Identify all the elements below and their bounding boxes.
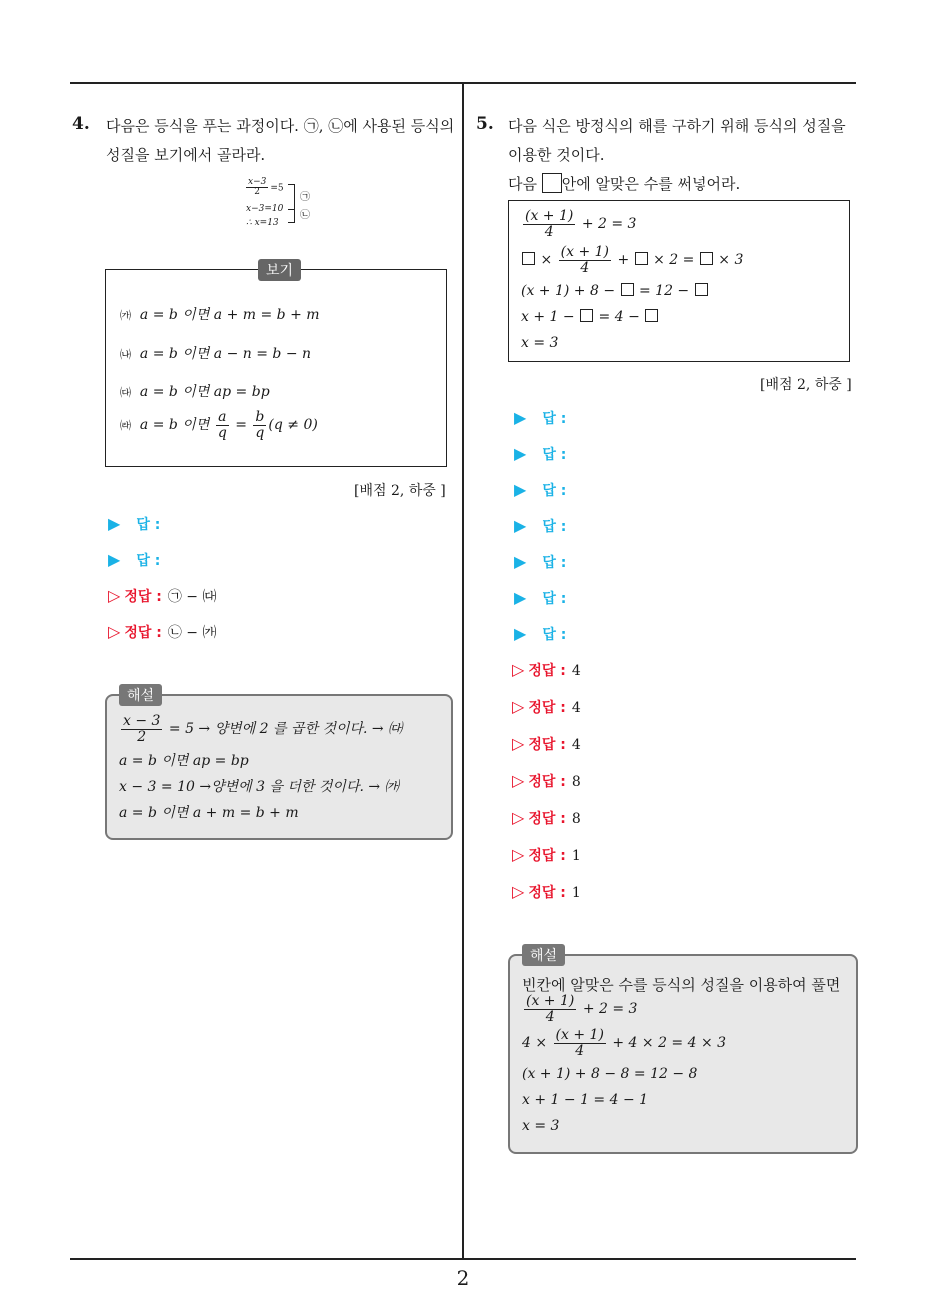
answer-row: [514, 408, 566, 428]
equation-line: [521, 209, 636, 239]
answer-label: 답 :: [542, 447, 567, 463]
text-part: 안에 알맞은 수를 써넣어라.: [561, 175, 741, 193]
frac-denominator: q: [255, 424, 265, 441]
correct-value: 4: [571, 663, 581, 679]
answer-row: [108, 514, 160, 534]
mark-nieun: ㉡: [300, 210, 310, 221]
correct-label: 정답 :: [124, 625, 162, 641]
correct-value: 4: [571, 737, 581, 753]
solution-line: 빈칸에 알맞은 수를 등식의 성질을 이용하여 풀면: [522, 976, 841, 994]
equation-text: x + 1 −: [521, 309, 575, 325]
filled-triangle-icon: ▶: [514, 552, 527, 571]
option-mark: ㈎: [120, 309, 131, 322]
solution-box: [508, 948, 858, 1154]
answer-label: 답 :: [542, 627, 567, 643]
solution-line: x − 3 = 10 →양변에 3 을 더한 것이다. → ㈎: [119, 779, 399, 795]
question-text-line: [508, 170, 860, 199]
correct-answer-row: [108, 622, 216, 642]
question-number: 4.: [72, 114, 90, 134]
blank-square: [522, 252, 535, 265]
correct-answer-row: [108, 586, 216, 606]
blank-square: [621, 283, 634, 296]
blank-square: [635, 252, 648, 265]
solution-box: [105, 688, 453, 840]
text-part: 다음: [508, 175, 537, 193]
answer-row: [514, 624, 566, 644]
solution-text: 4 ×: [522, 1035, 548, 1052]
step1-denominator: 2: [254, 187, 261, 198]
frac-denominator: 4: [545, 1008, 555, 1025]
step3: ∴ x=13: [246, 218, 279, 228]
answer-label: 답 :: [542, 411, 567, 427]
outline-triangle-icon: ▷: [512, 734, 525, 753]
bogi-option-da: [120, 381, 270, 401]
answer-label: 답 :: [542, 519, 567, 535]
column-divider: [462, 84, 464, 1258]
filled-triangle-icon: ▶: [514, 624, 527, 643]
option-text: (q ≠ 0): [268, 417, 318, 434]
question-4: [72, 112, 456, 872]
correct-label: 정답 :: [528, 848, 566, 864]
option-text: a = b 이면: [139, 417, 210, 434]
solution-line: [522, 1028, 726, 1058]
frac-numerator: (x + 1): [560, 244, 609, 260]
correct-value: 4: [571, 700, 581, 716]
correct-answer-row: [512, 734, 581, 754]
equation-text: (x + 1) + 8 −: [521, 283, 616, 299]
frac-numerator: (x + 1): [525, 208, 574, 224]
frac-numerator: (x + 1): [526, 993, 575, 1009]
correct-label: 정답 :: [124, 589, 162, 605]
equation-box: [508, 200, 850, 362]
score-info: [배점 2, 하중 ]: [760, 377, 852, 393]
solution-line: [522, 994, 637, 1024]
equation-line: [521, 283, 709, 299]
answer-row: [514, 552, 566, 572]
answer-label: 답 :: [136, 517, 161, 533]
outline-triangle-icon: ▷: [512, 845, 525, 864]
mark-giyeok: ㉠: [300, 192, 310, 203]
outline-triangle-icon: ▷: [512, 771, 525, 790]
correct-answer-row: [512, 808, 581, 828]
frac-denominator: 4: [575, 1042, 585, 1059]
correct-value: 1: [571, 885, 581, 901]
page-number: 2: [456, 1266, 470, 1290]
question-text: [508, 112, 860, 199]
bracket-2: [288, 208, 295, 223]
correct-label: 정답 :: [528, 774, 566, 790]
frac-numerator: b: [255, 409, 265, 425]
correct-answer-row: [512, 697, 581, 717]
question-5: [476, 112, 860, 1152]
step2: x−3=10: [246, 204, 284, 214]
step1-numerator: x−3: [248, 177, 267, 187]
frac-numerator: (x + 1): [555, 1027, 604, 1043]
solution-label: 해설: [522, 944, 565, 966]
filled-triangle-icon: ▶: [514, 588, 527, 607]
answer-row: [514, 444, 566, 464]
bogi-option-ga: [120, 304, 320, 324]
answer-label: 답 :: [542, 591, 567, 607]
answer-row: [514, 516, 566, 536]
equation-text: ×: [540, 252, 553, 269]
frac-denominator: 4: [544, 223, 554, 240]
blank-square: [645, 309, 658, 322]
option-mark: ㈏: [120, 348, 131, 361]
solution-line: (x + 1) + 8 − 8 = 12 − 8: [522, 1066, 698, 1082]
question-number: 5.: [476, 114, 494, 134]
correct-label: 정답 :: [528, 663, 566, 679]
frac-denominator: 2: [137, 728, 147, 745]
option-mark: ㈑: [120, 419, 131, 433]
frac-numerator: a: [216, 410, 229, 426]
option-text: a = b 이면 a − n = b − n: [139, 346, 312, 362]
bracket-1: [288, 184, 295, 210]
solution-line: x = 3: [522, 1118, 560, 1134]
outline-triangle-icon: ▷: [108, 586, 121, 605]
bogi-label: 보기: [258, 259, 301, 281]
option-text: a = b 이면 ap = bp: [139, 384, 270, 400]
bogi-box: [105, 263, 447, 467]
question-text-line: 성질을 보기에서 골라라.: [106, 146, 266, 164]
bottom-rule: [70, 1258, 856, 1260]
equation-text: × 3: [718, 252, 744, 269]
frac-numerator: x − 3: [123, 713, 161, 729]
blank-square: [695, 283, 708, 296]
equation-text: +: [617, 252, 630, 269]
solution-line: a = b 이면 a + m = b + m: [119, 805, 299, 821]
score-info: [배점 2, 하중 ]: [354, 483, 446, 499]
solution-line: a = b 이면 ap = bp: [119, 753, 249, 769]
blank-square: [580, 309, 593, 322]
outline-triangle-icon: ▷: [512, 808, 525, 827]
equation-text: × 2 =: [653, 252, 695, 269]
solution-line: x + 1 − 1 = 4 − 1: [522, 1092, 649, 1108]
step1-rhs: =5: [270, 183, 284, 194]
answer-row: [514, 480, 566, 500]
correct-value: 8: [571, 774, 581, 790]
filled-triangle-icon: ▶: [514, 516, 527, 535]
correct-value: 1: [571, 848, 581, 864]
correct-label: 정답 :: [528, 885, 566, 901]
correct-label: 정답 :: [528, 811, 566, 827]
bogi-option-ra: [120, 410, 318, 440]
correct-answer-row: [512, 660, 581, 680]
frac-denominator: 4: [580, 259, 590, 276]
correct-answer-row: [512, 771, 581, 791]
equation-text: + 2 = 3: [581, 216, 637, 233]
correct-value: ㉠ − ㈐: [167, 589, 217, 605]
blank-square: [700, 252, 713, 265]
equation-text: = 12 −: [638, 283, 690, 299]
question-text-line: 다음은 등식을 푸는 과정이다. ㉠, ㉡에 사용된 등식의: [106, 117, 455, 135]
bogi-option-na: [120, 343, 311, 363]
answer-label: 답 :: [136, 553, 161, 569]
solution-text: + 2 = 3: [582, 1001, 638, 1018]
solution-text: + 4 × 2 = 4 × 3: [612, 1035, 727, 1052]
answer-row: [108, 550, 160, 570]
solution-text: = 5 → 양변에 2 를 곱한 것이다. → ㈐: [168, 721, 403, 738]
question-text: [106, 112, 456, 170]
correct-answer-row: [512, 845, 581, 865]
answer-row: [514, 588, 566, 608]
answer-label: 답 :: [542, 483, 567, 499]
outline-triangle-icon: ▷: [108, 622, 121, 641]
correct-label: 정답 :: [528, 700, 566, 716]
filled-triangle-icon: ▶: [108, 514, 121, 533]
equation-line: [521, 245, 743, 275]
question-text-line: 이용한 것이다.: [508, 146, 605, 164]
equals-sign: =: [235, 417, 247, 434]
filled-triangle-icon: ▶: [108, 550, 121, 569]
correct-value: 8: [571, 811, 581, 827]
solution-steps: [244, 178, 324, 238]
correct-label: 정답 :: [528, 737, 566, 753]
frac-denominator: q: [217, 424, 227, 441]
filled-triangle-icon: ▶: [514, 480, 527, 499]
correct-value: ㉡ − ㈎: [167, 625, 217, 641]
outline-triangle-icon: ▷: [512, 697, 525, 716]
equation-text: = 4 −: [598, 309, 640, 325]
filled-triangle-icon: ▶: [514, 444, 527, 463]
question-text-line: 다음 식은 방정식의 해를 구하기 위해 등식의 성질을: [508, 117, 846, 135]
correct-answer-row: [512, 882, 581, 902]
outline-triangle-icon: ▷: [512, 882, 525, 901]
answer-label: 답 :: [542, 555, 567, 571]
blank-square: [542, 173, 562, 193]
option-text: a = b 이면 a + m = b + m: [139, 307, 320, 323]
option-mark: ㈐: [120, 386, 131, 399]
filled-triangle-icon: ▶: [514, 408, 527, 427]
solution-label: 해설: [119, 684, 162, 706]
equation-line: x = 3: [521, 335, 559, 351]
solution-line: [119, 714, 402, 744]
outline-triangle-icon: ▷: [512, 660, 525, 679]
equation-line: [521, 309, 659, 325]
